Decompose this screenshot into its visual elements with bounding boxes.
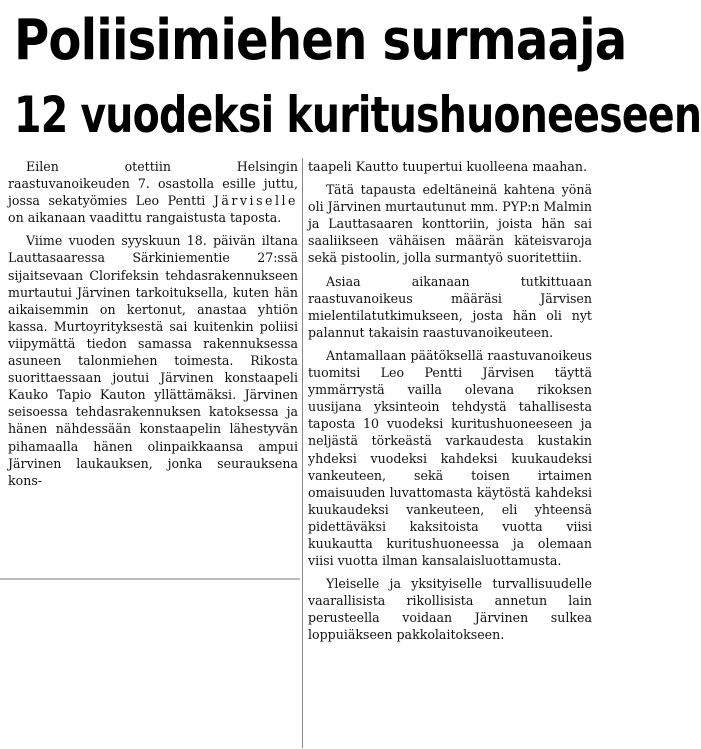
defendant-name: Järviselle <box>213 193 298 209</box>
paragraph-6: Antamallaan päätöksellä raastuvanoikeus tuomitsi Leo Pentti Järvisen täyttä ymmärrystä vailla olevana rikoksen uusijana yksinteoin tehdystä tahallisesta taposta 10 vuodeksi kuritushuoneeseen ja neljästä törkeästä varkaudesta kustakin yhdeksi vuodeksi kahdeksi kuukaudeksi vankeuteen, sekä toisen irtaimen omaisuuden luvattomasta käytöstä kahdeksi kuukaudeksi vankeuteen, eli yhteensä pidettäväksi kaksitoista vuotta viisi kuukautta kuritushuoneessa ja olemaan viisi vuotta ilman kansalaisluottamusta. <box>308 347 592 569</box>
column-divider <box>302 158 303 748</box>
paragraph-7: Yleiselle ja yksityiselle turvallisuudelle vaarallisista rikollisista annetun lain perusteella voidaan Järvinen sulkea loppuiäkseen pakkolaitokseen. <box>308 576 592 643</box>
article-column-right <box>308 158 592 650</box>
paragraph-4: Tätä tapausta edeltäneinä kahtena yönä oli Järvinen murtautunut mm. PYP:n Malmin ja Lauttasaaren konttoriin, joista hän sai saaliikseen vähäisen määrän käteisvaroja sekä pistoolin, jolla surmantyö suoritettiin. <box>308 182 592 266</box>
headline-line-1: Poliisimiehen surmaaja <box>14 8 627 73</box>
paragraph-1-text-a: Eilen otettiin Helsingin raastuvanoikeuden 7. osastolla esille juttu, jossa sekatyömies Leo Pentti <box>8 159 298 209</box>
article-column-left <box>8 158 298 495</box>
headline-line-2: 12 vuodeksi kuritushuoneeseen <box>14 86 701 144</box>
clipping-cut-edge <box>0 578 300 580</box>
paragraph-3: taapeli Kautto tuupertui kuolleena maahan. <box>308 159 588 174</box>
paragraph-2: Viime vuoden syyskuun 18. päivän iltana Lauttasaaressa Särkiniementie 27:ssä sijaitsevaan Clorifeksin tehdasrakennukseen murtautui Järvinen tarkoituksella, kuten hän aikaisemmin on kertonut, anastaa yhtiön kassa. Murtoyrityksestä sai kuitenkin poliisi viipymättä tiedon samassa rakennuksessa asuneen talonmiehen toimesta. Rikosta suorittaessaan joutui Järvinen konstaapeli Kauko Tapio Kauton yllättämäksi. Järvinen seisoessa tehdasrakennuksen katoksessa ja hänen nähdessään konstaapelin lähestyvän pihamaalla hänen olinpaikkaansa ampui Järvinen laukauksen, jonka seurauksena kons- <box>8 233 298 488</box>
paragraph-5: Asiaa aikanaan tutkittuaan raastuvanoikeus määräsi Järvisen mielentilatutkimukseen, josta hän oli nyt palannut takaisin raastuvanoikeuteen. <box>308 273 592 340</box>
paragraph-1-text-b: on aikanaan vaadittu rangaistusta taposta. <box>8 210 282 226</box>
clipping-blank-area <box>0 580 300 749</box>
paragraph-1 <box>8 158 298 226</box>
